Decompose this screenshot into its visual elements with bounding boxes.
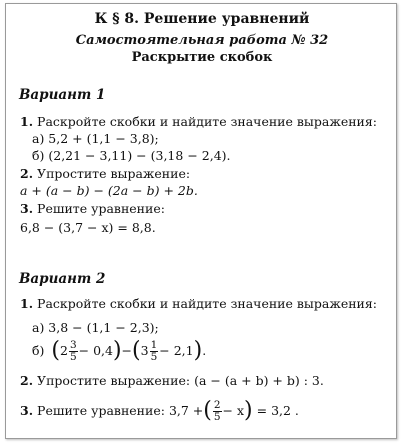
v2-task3: 3. Решите уравнение: 3,7 + ( $\frac{2}{5}$ − x ) = 3,2 .: [20, 398, 299, 423]
v2-task2-expr: (a − (a + b) + b) : 3.: [194, 373, 324, 388]
v1-task2-expr: a + (a − b) − (2a − b) + 2b.: [20, 183, 198, 198]
page-title: [6, 12, 398, 26]
v2-task1: 1. Раскройте скобки и найдите значение выражения:: [20, 296, 377, 311]
page-title-text: К § 8. Решение уравнений: [94, 11, 310, 27]
v1-task1-a: а) 5,2 + (1,1 − 3,8);: [32, 131, 159, 146]
v2-task2: 2. Упростите выражение: (a − (a + b) + b) : 3.: [20, 373, 324, 388]
variant2-heading: Вариант 2: [19, 271, 106, 287]
work-subtitle: Самостоятельная работа № 32: [75, 33, 329, 48]
v1-task3: 3. Решите уравнение:: [20, 201, 165, 216]
variant1-heading: Вариант 1: [19, 87, 106, 103]
fraction: $\frac{2}{5}$: [213, 398, 221, 423]
topic-title: Раскрытие скобок: [131, 50, 273, 65]
v2-task1-a: а) 3,8 − (1,1 − 2,3);: [32, 320, 159, 335]
fraction: $\frac{3}{5}$: [69, 338, 77, 363]
fraction: $\frac{1}{5}$: [150, 338, 158, 363]
worksheet-page: [5, 3, 397, 439]
v2-task1-b: б) ( 2 $\frac{3}{5}$ − 0,4 ) − ( 3 $\frac{1}{5}$ − 2,1 ) .: [32, 338, 207, 363]
v1-task3-expr: 6,8 − (3,7 − x) = 8,8.: [20, 220, 156, 235]
v1-task2: 2. Упростите выражение:: [20, 166, 191, 181]
v1-task1-b: б) (2,21 − 3,11) − (3,18 − 2,4).: [32, 148, 231, 163]
v1-task1: 1. Раскройте скобки и найдите значение выражения:: [20, 114, 377, 129]
